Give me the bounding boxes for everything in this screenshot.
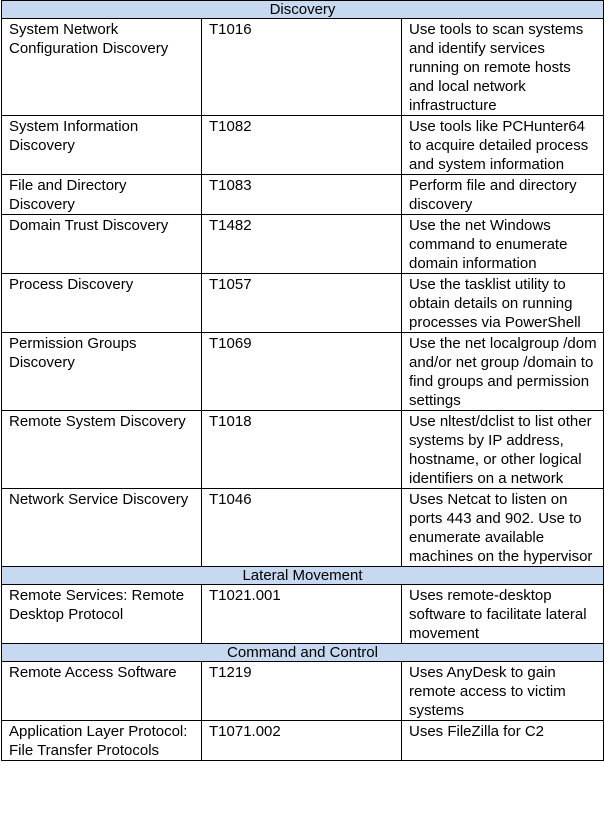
table-row	[2, 585, 604, 644]
technique-description: Uses AnyDesk to gain remote access to victim systems	[402, 662, 604, 721]
technique-name: Process Discovery	[2, 274, 202, 333]
technique-id: T1071.002	[202, 721, 402, 761]
technique-description: Perform file and directory discovery	[402, 175, 604, 215]
technique-description: Use the net Windows command to enumerate domain information	[402, 215, 604, 274]
technique-name: Application Layer Protocol: File Transfer Protocols	[2, 721, 202, 761]
section-header-row	[2, 567, 604, 585]
section-title: Command and Control	[2, 644, 604, 662]
table-row	[2, 19, 604, 116]
technique-name: Remote Services: Remote Desktop Protocol	[2, 585, 202, 644]
technique-id: T1083	[202, 175, 402, 215]
table-row	[2, 274, 604, 333]
technique-id: T1082	[202, 116, 402, 175]
table-row	[2, 175, 604, 215]
technique-name: Network Service Discovery	[2, 489, 202, 567]
table-row	[2, 489, 604, 567]
table-row	[2, 215, 604, 274]
technique-id: T1021.001	[202, 585, 402, 644]
technique-id: T1057	[202, 274, 402, 333]
technique-table	[1, 0, 604, 761]
section-title: Discovery	[2, 1, 604, 19]
technique-id: T1018	[202, 411, 402, 489]
technique-name: Remote System Discovery	[2, 411, 202, 489]
section-title: Lateral Movement	[2, 567, 604, 585]
technique-id: T1482	[202, 215, 402, 274]
table-row	[2, 721, 604, 761]
technique-description: Uses remote-desktop software to facilitate lateral movement	[402, 585, 604, 644]
technique-description: Use the net localgroup /dom and/or net group /domain to find groups and permission settings	[402, 333, 604, 411]
table-row	[2, 116, 604, 175]
table-row	[2, 411, 604, 489]
technique-description: Use the tasklist utility to obtain details on running processes via PowerShell	[402, 274, 604, 333]
technique-description: Use nltest/dclist to list other systems by IP address, hostname, or other logical identifiers on a network	[402, 411, 604, 489]
section-header-row	[2, 644, 604, 662]
technique-name: System Information Discovery	[2, 116, 202, 175]
technique-description: Uses FileZilla for C2	[402, 721, 604, 761]
technique-name: Remote Access Software	[2, 662, 202, 721]
technique-description: Use tools like PCHunter64 to acquire detailed process and system information	[402, 116, 604, 175]
table-row	[2, 333, 604, 411]
technique-id: T1016	[202, 19, 402, 116]
technique-name: File and Directory Discovery	[2, 175, 202, 215]
section-header-row	[2, 1, 604, 19]
technique-id: T1046	[202, 489, 402, 567]
technique-description: Use tools to scan systems and identify services running on remote hosts and local network infrastructure	[402, 19, 604, 116]
table-row	[2, 662, 604, 721]
technique-name: Domain Trust Discovery	[2, 215, 202, 274]
technique-name: System Network Configuration Discovery	[2, 19, 202, 116]
technique-id: T1069	[202, 333, 402, 411]
technique-id: T1219	[202, 662, 402, 721]
technique-description: Uses Netcat to listen on ports 443 and 902. Use to enumerate available machines on the hypervisor	[402, 489, 604, 567]
technique-name: Permission Groups Discovery	[2, 333, 202, 411]
